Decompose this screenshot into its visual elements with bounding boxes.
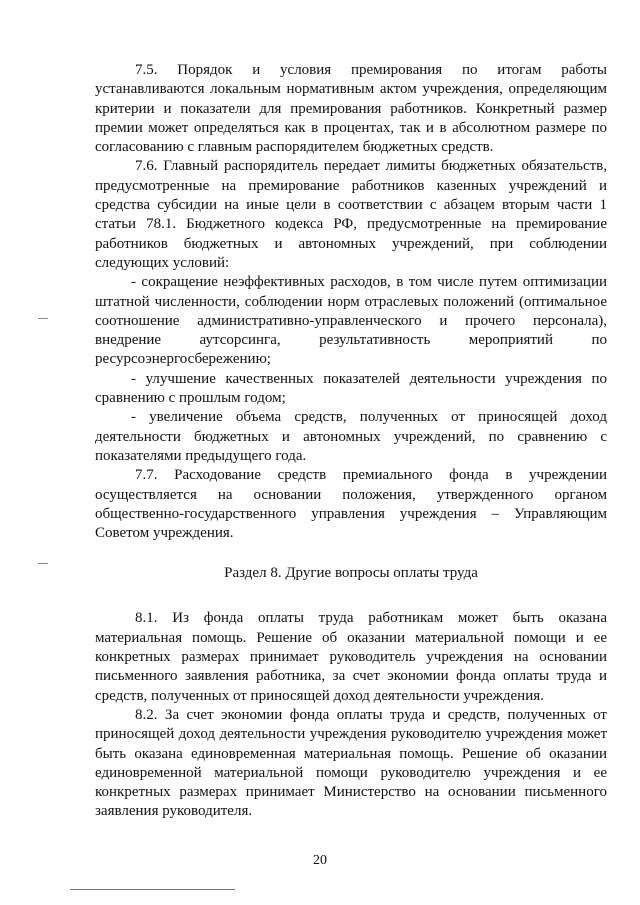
document-page [95,61,607,822]
margin-mark [38,563,48,564]
paragraph-8-2: 8.2. За счет экономии фонда оплаты труда и средств, полученных от приносящей доход деятельности учреждения руководителю учреждения может быть оказана единовременная материальная помощь. Решение об оказании единовременной материальной помощи руководителю учреждения и ее конкретных размерах принимает Министерство на основании письменного заявления руководителя. [95,706,607,820]
list-item-cost-reduction: - сокращение неэффективных расходов, в том числе путем оптимизации штатной численности, соблюдении норм отраслевых положений (оптимальное соотношение административно-управленческого и прочего персонала), внедрение аутсорсинга, результативность мероприятий по ресурсоэнергосбережению; [95,274,607,368]
list-item-quality-improvement: - улучшение качественных показателей деятельности учреждения по сравнению с прошлым годом; [95,370,607,407]
scan-bottom-rule [70,889,235,890]
paragraph-8-1: 8.1. Из фонда оплаты труда работникам может быть оказана материальная помощь. Решение об оказании материальной помощи и ее конкретных размерах принимает руководитель учреждения на основании письменного заявления работника, за счет экономии фонда оплаты труда и средств, полученных от приносящей доход деятельности учреждения. [95,610,607,704]
list-item-income-increase: - увеличение объема средств, полученных от приносящей доход деятельности бюджетных и автономных учреждений, по сравнению с показателями предыдущего года. [95,409,607,464]
paragraph-7-6: 7.6. Главный распорядитель передает лимиты бюджетных обязательств, предусмотренные на премирование работников казенных учреждений и средства субсидии на иные цели в соответствии с абзацем вторым части 1 статьи 78.1. Бюджетного кодекса РФ, предусмотренные на премирование работников бюджетных и автономных учреждений, при соблюдении следующих условий: [95,158,607,271]
margin-mark [38,318,48,319]
paragraph-7-5: 7.5. Порядок и условия премирования по итогам работы устанавливаются локальным нормативным актом учреждения, определяющим критерии и показатели для премирования работников. Конкретный размер премии может определяться как в процентах, так и в абсолютном размере по согласованию с главным распорядителем бюджетных средств. [95,62,607,156]
page-number: 20 [313,853,327,868]
section-8-heading: Раздел 8. Другие вопросы оплаты труда [224,565,478,582]
paragraph-7-7: 7.7. Расходование средств премиального фонда в учреждении осуществляется на основании положения, утвержденного органом общественно-государственного управления учреждения – Управляющим Советом учреждения. [95,467,607,542]
